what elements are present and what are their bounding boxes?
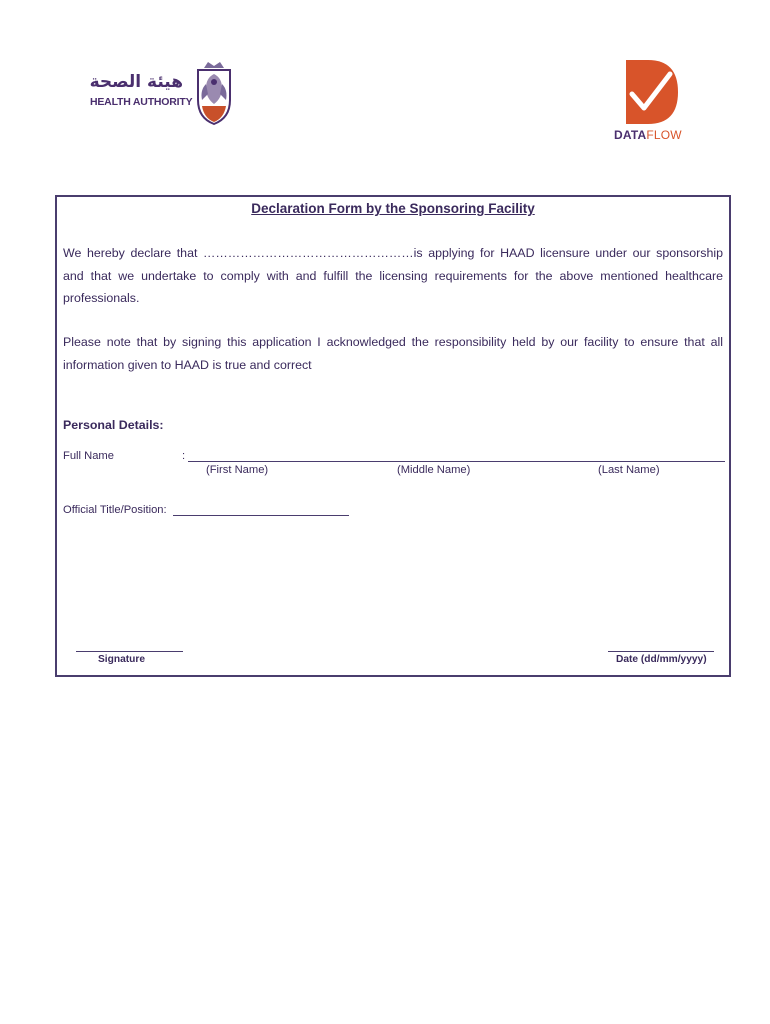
date-label: Date (dd/mm/yyyy) — [616, 654, 707, 665]
official-title-label: Official Title/Position: — [63, 504, 167, 516]
dataflow-d-checkmark-icon — [626, 60, 678, 124]
form-title: Declaration Form by the Sponsoring Facility — [251, 201, 535, 216]
personal-details-heading: Personal Details: — [63, 418, 164, 432]
signature-label: Signature — [98, 654, 145, 665]
haad-arabic-name: هيئة الصحة — [89, 72, 183, 92]
full-name-field[interactable] — [188, 461, 725, 462]
acknowledgement-paragraph: Please note that by signing this application I acknowledged the responsibility held by our facility to ensure that all information given to HAAD is true and correct — [63, 335, 723, 372]
abu-dhabi-falcon-emblem-icon — [192, 60, 236, 126]
full-name-colon: : — [182, 450, 186, 462]
declaration-paragraph: We hereby declare that ……………………………………………is applying for HAAD licensure under our sponsorship and that we undertake to comply with and fulfill the licensing requirements for the above mentioned healthcare professionals. — [63, 246, 723, 305]
first-name-hint: (First Name) — [206, 464, 269, 476]
dataflow-word-data: DATA — [614, 128, 647, 142]
middle-name-hint: (Middle Name) — [397, 464, 471, 476]
dataflow-wordmark — [614, 128, 682, 142]
date-field[interactable] — [608, 651, 714, 652]
last-name-hint: (Last Name) — [598, 464, 660, 476]
official-title-field[interactable] — [173, 515, 349, 516]
dataflow-logo — [608, 60, 698, 144]
haad-english-name: HEALTH AUTHORITY — [90, 96, 193, 108]
health-authority-logo — [88, 60, 238, 130]
declaration-form — [55, 195, 731, 677]
full-name-label: Full Name — [63, 450, 114, 462]
dataflow-word-flow: FLOW — [646, 128, 682, 142]
signature-field[interactable] — [76, 651, 183, 652]
